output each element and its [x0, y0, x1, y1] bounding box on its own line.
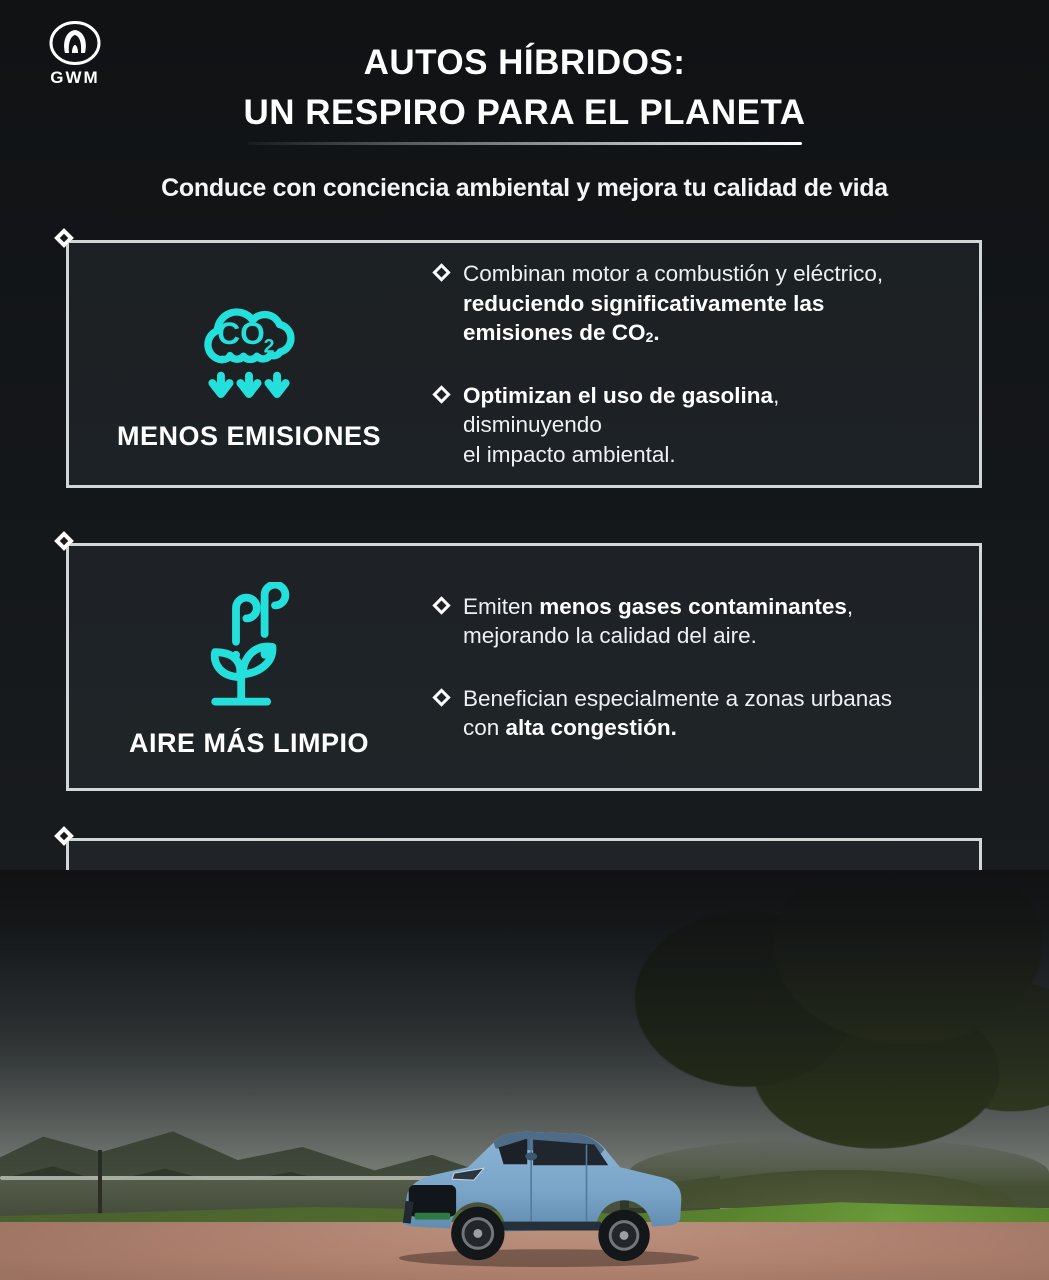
page-title [0, 38, 1049, 138]
suv-car-illustration [383, 1108, 709, 1270]
card-aire-mas-limpio [66, 543, 982, 791]
bullet-item [435, 592, 915, 651]
title-line-2: UN RESPIRO PARA EL PLANETA [243, 93, 806, 133]
card-left-column [69, 243, 429, 485]
bullet-text: Emiten menos gases contaminantes, mejorando la calidad del aire. [463, 593, 854, 648]
bullet-text: Combinan motor a combustión y eléctrico, reduciendo significativamente las emisiones de $CO_2$. [463, 261, 884, 346]
card-right-column [429, 546, 979, 788]
title-underline [248, 142, 802, 145]
card-left-column [69, 546, 429, 788]
svg-text:2: 2 [263, 335, 275, 358]
card-title: AIRE MÁS LIMPIO [128, 727, 369, 758]
card-right-column [429, 243, 979, 485]
bullet-item [435, 259, 915, 347]
diamond-bullet-icon [432, 385, 450, 403]
wind-seedling-icon [197, 582, 301, 712]
diamond-bullet-icon [432, 264, 450, 282]
card-title: MENOS EMISIONES [116, 420, 382, 451]
title-line-1: AUTOS HÍBRIDOS: [363, 43, 686, 82]
bullet-item [435, 381, 915, 469]
co2-cloud-down-arrows-icon [188, 283, 310, 405]
svg-text:CO: CO [217, 314, 265, 351]
card-menos-emisiones [66, 240, 982, 488]
bullet-text: Optimizan el uso de gasolina, disminuyendo el impacto ambiental. [463, 383, 780, 467]
bullet-text: Benefician especialmente a zonas urbanas con alta congestión. [463, 686, 893, 741]
diamond-bullet-icon [432, 688, 450, 706]
diamond-bullet-icon [432, 596, 450, 614]
page-subtitle: Conduce con conciencia ambiental y mejora tu calidad de vida [161, 174, 888, 202]
gwm-logo-text: GWM [50, 68, 100, 87]
bullet-item [435, 684, 915, 743]
